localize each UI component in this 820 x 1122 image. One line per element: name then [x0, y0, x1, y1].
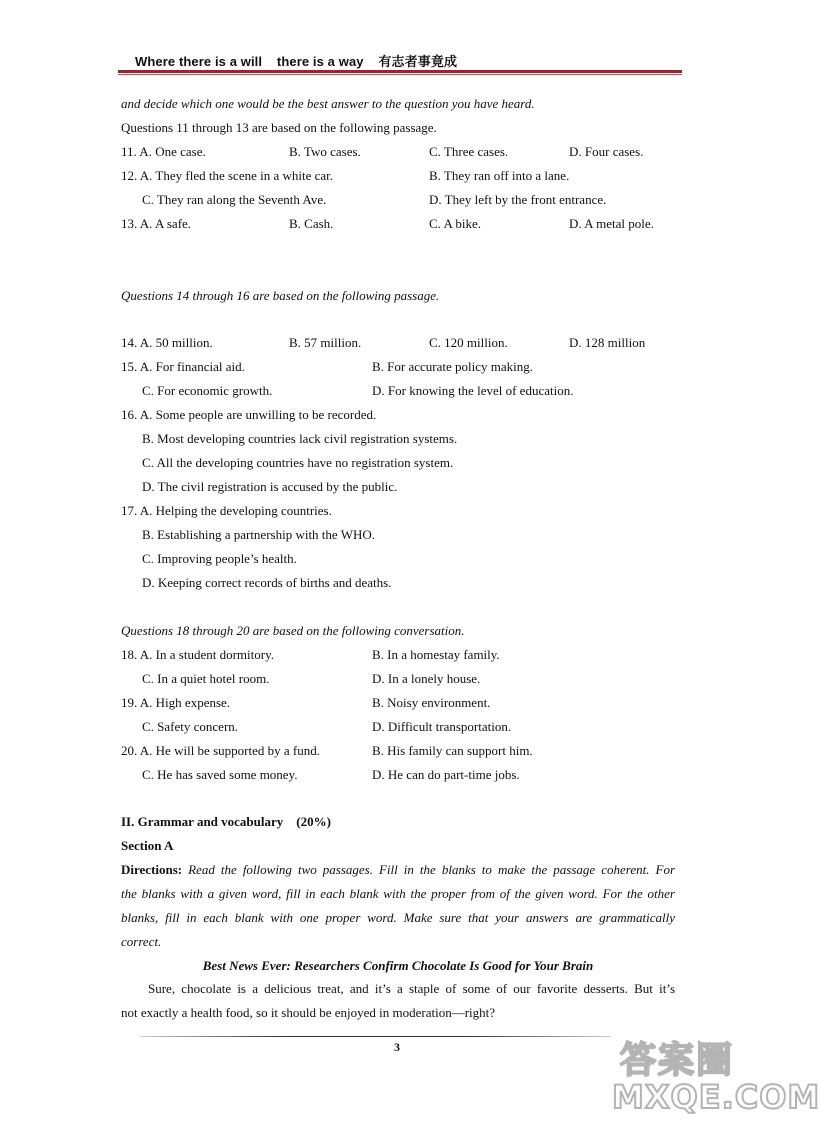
q15-option-a: 15. A. For financial aid. — [121, 359, 245, 374]
q19-option-a: 19. A. High expense. — [121, 695, 231, 710]
q14-option-a: 14. A. 50 million. — [121, 335, 213, 350]
q15-option-b: B. For accurate policy making. — [372, 359, 534, 374]
q14-option-d: D. 128 million — [569, 335, 646, 350]
header-rule-thin — [118, 74, 682, 75]
q20-option-c: C. He has saved some money. — [142, 767, 298, 782]
q13-option-d: D. A metal pole. — [569, 216, 654, 231]
q17-option-a: 17. A. Helping the developing countries. — [121, 503, 332, 518]
q18-option-a: 18. A. In a student dormitory. — [121, 647, 274, 662]
q13-option-c: C. A bike. — [429, 216, 482, 231]
q18-option-b: B. In a homestay family. — [372, 647, 500, 662]
q16-option-d: D. The civil registration is accused by the public. — [142, 479, 398, 494]
q12-option-d: D. They left by the front entrance. — [429, 192, 607, 207]
watermark-logo — [612, 1032, 820, 1116]
group3-heading: Questions 18 through 20 are based on the following conversation. — [121, 623, 465, 638]
q12-option-a: 12. A. They fled the scene in a white car. — [121, 168, 334, 183]
q15-option-d: D. For knowing the level of education. — [372, 383, 574, 398]
q18-option-d: D. In a lonely house. — [372, 671, 481, 686]
directions-line-3: blanks, fill in each blank with one proper word. Make sure that your answers are grammatically — [121, 910, 675, 925]
q12-option-b: B. They ran off into a lane. — [429, 168, 570, 183]
header-rule — [118, 70, 682, 73]
passage-line-2: not exactly a health food, so it should be enjoyed in moderation—right? — [121, 1005, 496, 1020]
q14-option-b: B. 57 million. — [289, 335, 362, 350]
group2-heading: Questions 14 through 16 are based on the following passage. — [121, 288, 440, 303]
directions-paragraph — [121, 858, 675, 882]
q16-option-a: 16. A. Some people are unwilling to be recorded. — [121, 407, 377, 422]
watermark-line-1: 答案圈 — [620, 1040, 735, 1081]
q17-option-b: B. Establishing a partnership with the WHO. — [142, 527, 376, 542]
header-motto: Where there is a will there is a way 有志者事竟成 — [135, 54, 458, 69]
q16-option-b: B. Most developing countries lack civil registration systems. — [142, 431, 458, 446]
q20-option-a: 20. A. He will be supported by a fund. — [121, 743, 320, 758]
q20-option-d: D. He can do part-time jobs. — [372, 767, 520, 782]
footer-rule — [140, 1036, 610, 1037]
watermark-line-2: MXQE.COM — [612, 1078, 820, 1116]
passage-line-1: Sure, chocolate is a delicious treat, and it’s a staple of some of our favorite desserts. But it’s — [148, 981, 675, 996]
passage-title: Best News Ever: Researchers Confirm Chocolate Is Good for Your Brain — [202, 958, 594, 973]
q15-option-c: C. For economic growth. — [142, 383, 273, 398]
directions-label: Directions: — [121, 862, 183, 877]
group1-heading: Questions 11 through 13 are based on the following passage. — [121, 120, 437, 135]
q11-option-d: D. Four cases. — [569, 144, 644, 159]
q14-option-c: C. 120 million. — [429, 335, 508, 350]
directions-line-2: the blanks with a given word, fill in each blank with the proper from of the given word. For the other — [121, 886, 675, 901]
section-a-label: Section A — [121, 838, 174, 853]
q11-option-c: C. Three cases. — [429, 144, 509, 159]
section-heading: II. Grammar and vocabulary (20%) — [121, 814, 331, 829]
intro-directions-tail: and decide which one would be the best answer to the question you have heard. — [121, 96, 535, 111]
q20-option-b: B. His family can support him. — [372, 743, 533, 758]
q11-option-a: 11. A. One case. — [121, 144, 206, 159]
q17-option-d: D. Keeping correct records of births and deaths. — [142, 575, 392, 590]
q18-option-c: C. In a quiet hotel room. — [142, 671, 270, 686]
directions-line-1: Read the following two passages. Fill in the blanks to make the passage coherent. For — [188, 862, 675, 877]
q13-option-b: B. Cash. — [289, 216, 334, 231]
q19-option-d: D. Difficult transportation. — [372, 719, 512, 734]
page-number: 3 — [394, 1040, 400, 1054]
q19-option-b: B. Noisy environment. — [372, 695, 491, 710]
q12-option-c: C. They ran along the Seventh Ave. — [142, 192, 327, 207]
q13-option-a: 13. A. A safe. — [121, 216, 192, 231]
q19-option-c: C. Safety concern. — [142, 719, 239, 734]
directions-line-4: correct. — [121, 934, 162, 949]
q17-option-c: C. Improving people’s health. — [142, 551, 297, 566]
q16-option-c: C. All the developing countries have no registration system. — [142, 455, 454, 470]
q11-option-b: B. Two cases. — [289, 144, 361, 159]
